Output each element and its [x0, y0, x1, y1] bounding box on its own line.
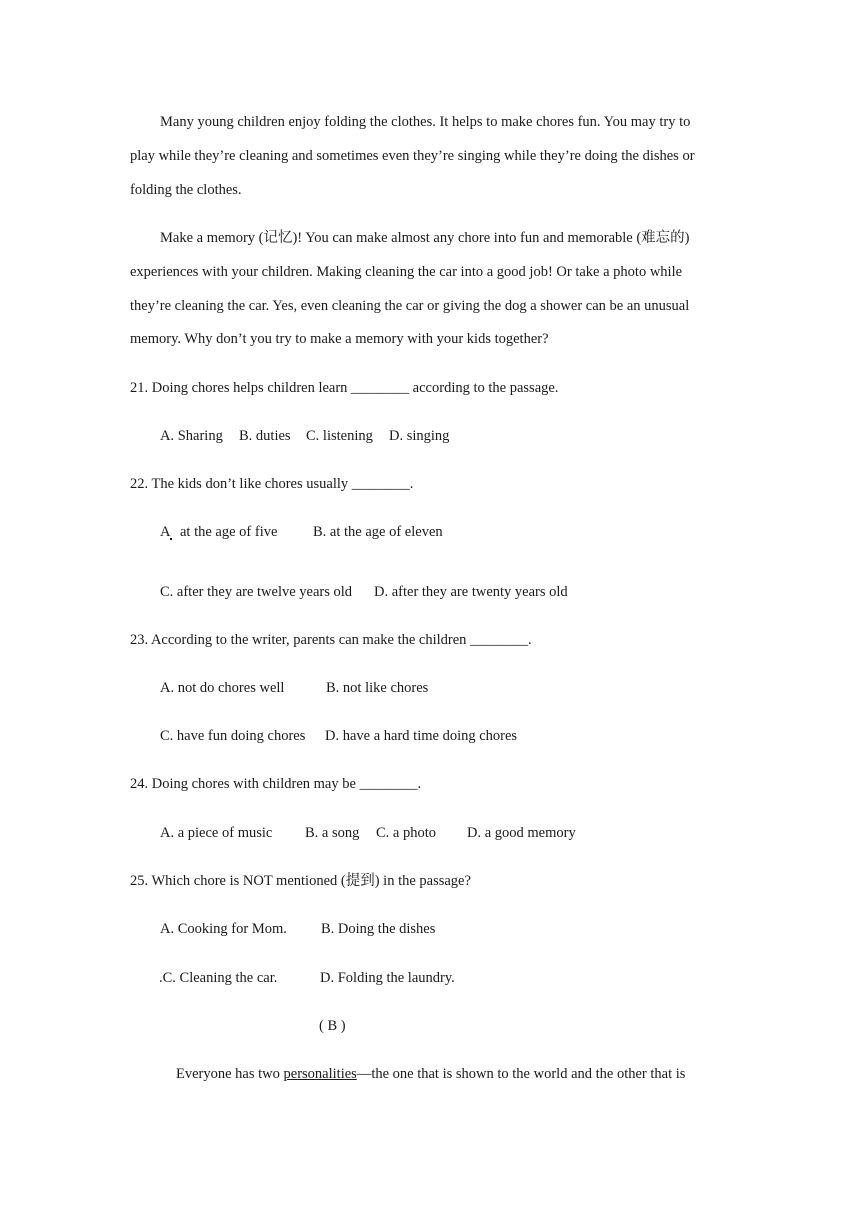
- section-b-intro-before: Everyone has two: [176, 1066, 284, 1082]
- question-22-option-a-letter: A: [160, 524, 171, 540]
- question-24-option-a: A. a piece of music: [160, 825, 273, 841]
- passage-a-p2-line-4: memory. Why don’t you try to make a memory with your kids together?: [130, 331, 549, 347]
- section-b-intro-after: —the one that is shown to the world and the other that is: [356, 1066, 686, 1082]
- question-23-option-b: B. not like chores: [326, 680, 429, 696]
- question-22-stem: 22. The kids don’t like chores usually ________.: [130, 476, 414, 492]
- question-25-option-d: D. Folding the laundry.: [320, 970, 455, 986]
- question-24-option-b: B. a song: [305, 825, 360, 841]
- question-21-stem: 21. Doing chores helps children learn ________ according to the passage.: [130, 380, 559, 396]
- passage-a-p1-line-3: folding the clothes.: [130, 182, 242, 198]
- section-b-heading: ( B ): [319, 1018, 346, 1034]
- question-25-option-b: B. Doing the dishes: [321, 921, 436, 937]
- section-b-intro-underlined: personalities: [283, 1066, 357, 1082]
- question-22-option-c: C. after they are twelve years old: [160, 584, 353, 600]
- passage-a-p1-line-2: play while they’re cleaning and sometimes even they’re singing while they’re doing the dishes or: [130, 148, 695, 164]
- passage-a-p1-line-1: Many young children enjoy folding the clothes. It helps to make chores fun. You may try to: [160, 114, 691, 130]
- passage-a-p2-line-2: experiences with your children. Making cleaning the car into a good job! Or take a photo while: [130, 264, 683, 280]
- question-25-option-a: A. Cooking for Mom.: [160, 921, 287, 937]
- question-24-option-d: D. a good memory: [467, 825, 576, 841]
- passage-a-p2-line-3: they’re cleaning the car. Yes, even cleaning the car or giving the dog a shower can be an unusual: [130, 298, 690, 314]
- question-21-option-c: C. listening: [306, 428, 373, 444]
- question-22-option-d: D. after they are twenty years old: [374, 584, 568, 600]
- question-22-option-a-dot: [170, 538, 172, 540]
- question-23-option-a: A. not do chores well: [160, 680, 285, 696]
- question-21-option-a: A. Sharing: [160, 428, 223, 444]
- question-25-option-c: .C. Cleaning the car.: [159, 970, 278, 986]
- question-25-stem: 25. Which chore is NOT mentioned (提到) in the passage?: [130, 873, 471, 889]
- question-22-option-a: at the age of five: [180, 524, 278, 540]
- question-21-option-b: B. duties: [239, 428, 291, 444]
- question-23-option-c: C. have fun doing chores: [160, 728, 306, 744]
- question-22-option-b: B. at the age of eleven: [313, 524, 443, 540]
- question-24-stem: 24. Doing chores with children may be ________.: [130, 776, 422, 792]
- question-24-option-c: C. a photo: [376, 825, 437, 841]
- section-b-intro-line: [176, 1065, 685, 1083]
- question-21-option-d: D. singing: [389, 428, 450, 444]
- question-23-option-d: D. have a hard time doing chores: [325, 728, 518, 744]
- question-23-stem: 23. According to the writer, parents can make the children ________.: [130, 632, 532, 648]
- passage-a-p2-line-1: Make a memory (记忆)! You can make almost any chore into fun and memorable (难忘的): [160, 230, 690, 246]
